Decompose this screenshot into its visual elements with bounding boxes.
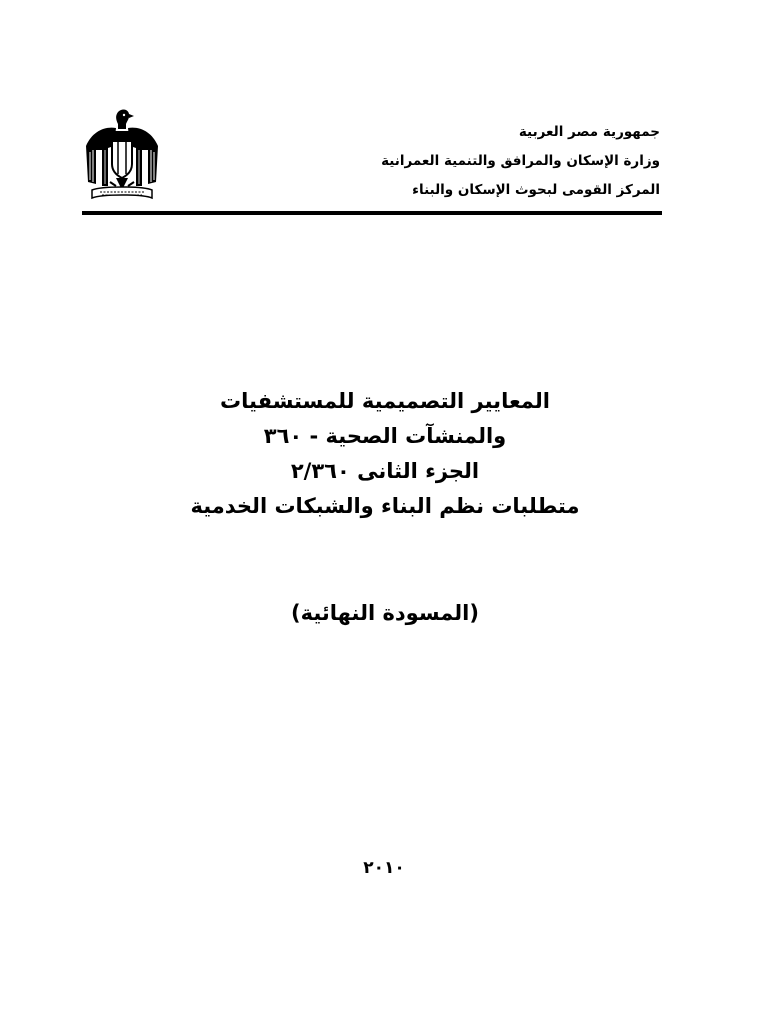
title-line-1: المعايير التصميمية للمستشفيات — [220, 389, 550, 413]
document-title — [140, 384, 630, 524]
title-line-4: متطلبات نظم البناء والشبكات الخدمية — [190, 494, 580, 518]
title-line-3: الجزء الثانى ٢/٣٦٠ — [290, 459, 480, 483]
publication-year: ٢٠١٠ — [363, 858, 405, 878]
title-line-2: والمنشآت الصحية - ٣٦٠ — [263, 424, 507, 448]
issuer-header — [300, 118, 660, 205]
issuer-center: المركز القومى لبحوث الإسكان والبناء — [412, 182, 660, 198]
issuer-ministry: وزارة الإسكان والمرافق والتنمية العمرانية — [381, 153, 660, 169]
draft-label: (المسودة النهائية) — [291, 601, 479, 625]
eagle-emblem-icon — [82, 106, 162, 202]
header-divider — [82, 211, 662, 215]
issuer-country: جمهورية مصر العربية — [518, 124, 660, 140]
